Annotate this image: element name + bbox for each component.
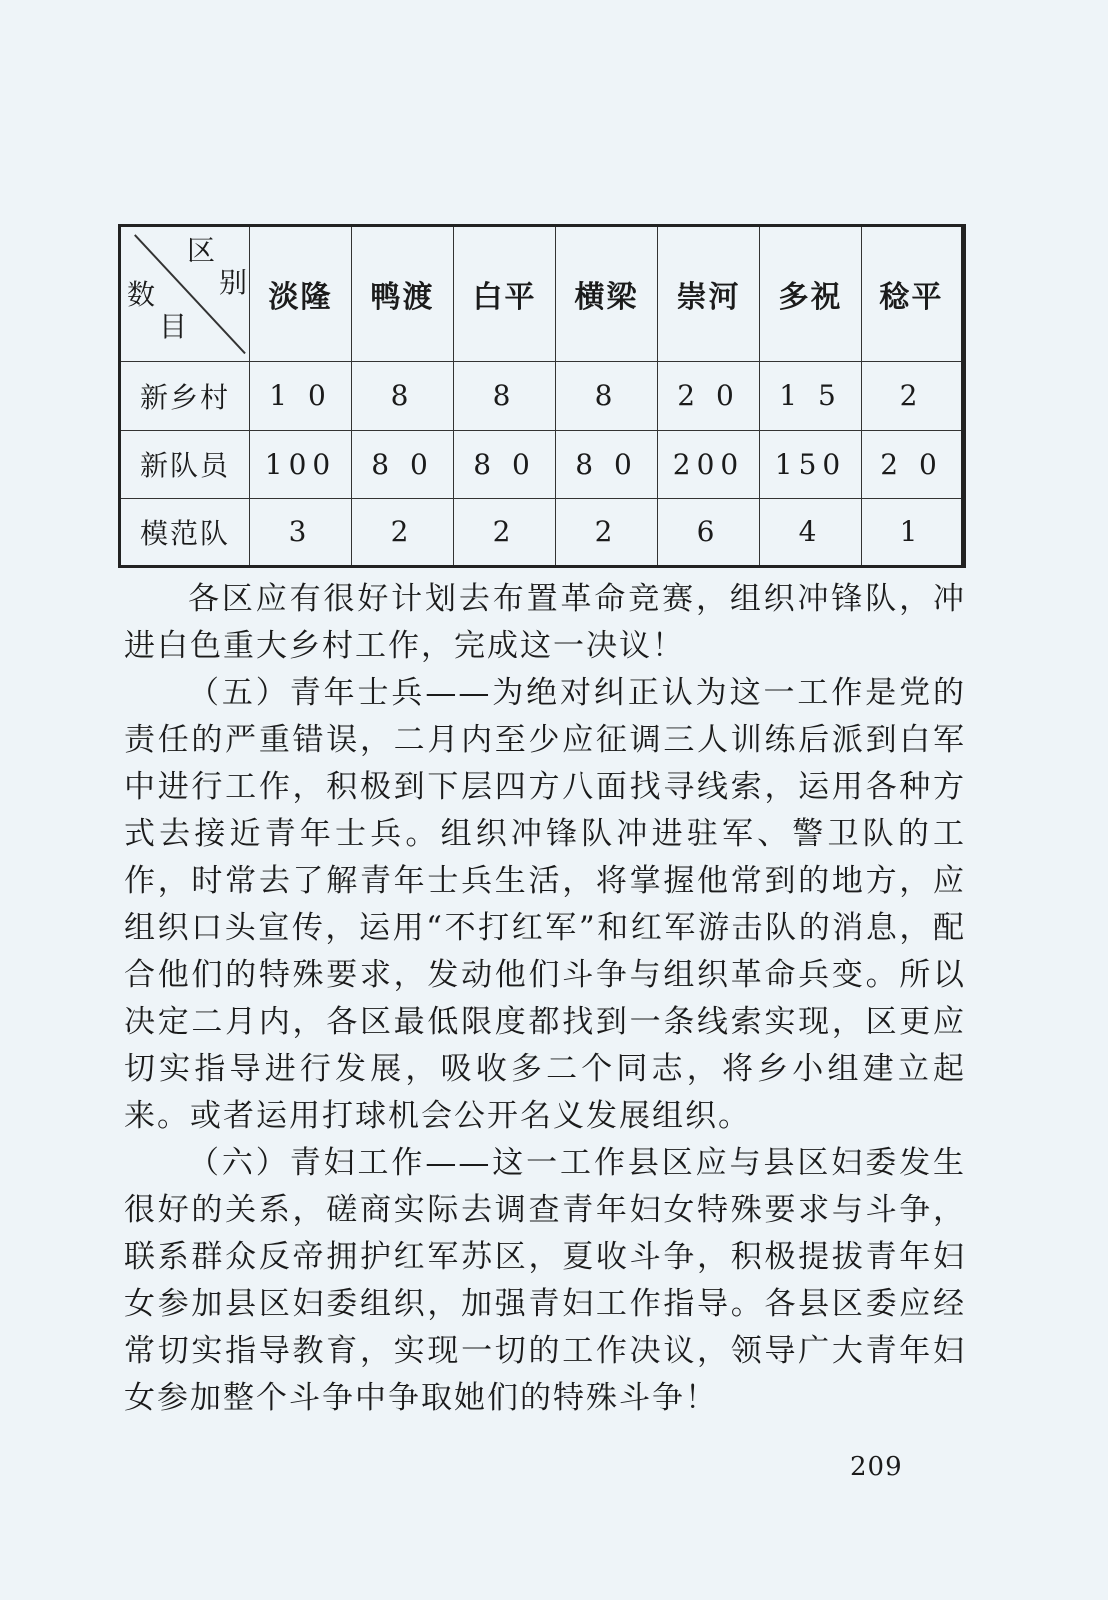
table-cell: 2 xyxy=(556,498,658,566)
body-text xyxy=(124,576,966,1422)
table-cell: 8 0 xyxy=(454,430,556,498)
table-row xyxy=(120,430,964,498)
table-cell: 2 0 xyxy=(862,430,964,498)
table-cell: 1 xyxy=(862,498,964,566)
column-header: 鸭渡 xyxy=(352,226,454,362)
table-cell: 6 xyxy=(658,498,760,566)
table-cell: 2 xyxy=(454,498,556,566)
column-header: 稔平 xyxy=(862,226,964,362)
corner-label-district-2: 别 xyxy=(219,266,248,299)
table-cell: 4 xyxy=(760,498,862,566)
column-header: 横梁 xyxy=(556,226,658,362)
corner-label-district-1: 区 xyxy=(187,234,216,267)
table-cell: 150 xyxy=(760,430,862,498)
table-cell: 8 0 xyxy=(556,430,658,498)
table-cell: 3 xyxy=(250,498,352,566)
column-header: 白平 xyxy=(454,226,556,362)
row-label: 模范队 xyxy=(120,498,250,566)
table-cell: 8 xyxy=(352,362,454,430)
paragraph: （六）青妇工作——这一工作县区应与县区妇委发生很好的关系，磋商实际去调查青年妇女特殊要求与斗争，联系群众反帝拥护红军苏区，夏收斗争，积极提拔青年妇女参加县区妇委组织，加强青妇工作指导。各县区委应经常切实指导教育，实现一切的工作决议，领导广大青年妇女参加整个斗争中争取她们的特殊斗争！ xyxy=(124,1145,966,1416)
table-cell: 100 xyxy=(250,430,352,498)
column-header: 崇河 xyxy=(658,226,760,362)
table-cell: 200 xyxy=(658,430,760,498)
table-header-row xyxy=(120,226,964,362)
column-header: 淡隆 xyxy=(250,226,352,362)
table-cell: 1 0 xyxy=(250,362,352,430)
table-row xyxy=(120,498,964,566)
table-cell: 2 xyxy=(352,498,454,566)
corner-label-count-1: 数 xyxy=(127,278,156,311)
column-header: 多祝 xyxy=(760,226,862,362)
row-label: 新队员 xyxy=(120,430,250,498)
table-cell: 1 5 xyxy=(760,362,862,430)
row-label: 新乡村 xyxy=(120,362,250,430)
statistics-table xyxy=(118,224,966,568)
table-cell: 2 0 xyxy=(658,362,760,430)
table-cell: 2 xyxy=(862,362,964,430)
table-cell: 8 xyxy=(556,362,658,430)
paragraph: 各区应有很好计划去布置革命竞赛，组织冲锋队，冲进白色重大乡村工作，完成这一决议！ xyxy=(124,581,966,664)
table-row xyxy=(120,362,964,430)
table-cell: 8 xyxy=(454,362,556,430)
paragraph: （五）青年士兵——为绝对纠正认为这一工作是党的责任的严重错误，二月内至少应征调三人训练后派到白军中进行工作，积极到下层四方八面找寻线索，运用各种方式去接近青年士兵。组织冲锋队冲进驻军、警卫队的工作，时常去了解青年士兵生活，将掌握他常到的地方，应组织口头宣传，运用“不打红军”和红军游击队的消息，配合他们的特殊要求，发动他们斗争与组织革命兵变。所以决定二月内，各区最低限度都找到一条线索实现，区更应切实指导进行发展，吸收多二个同志，将乡小组建立起来。或者运用打球机会公开名义发展组织。 xyxy=(124,675,966,1134)
table-corner-cell xyxy=(120,226,250,362)
table-cell: 8 0 xyxy=(352,430,454,498)
page-number: 209 xyxy=(850,1452,903,1482)
corner-label-count-2: 目 xyxy=(159,310,188,343)
